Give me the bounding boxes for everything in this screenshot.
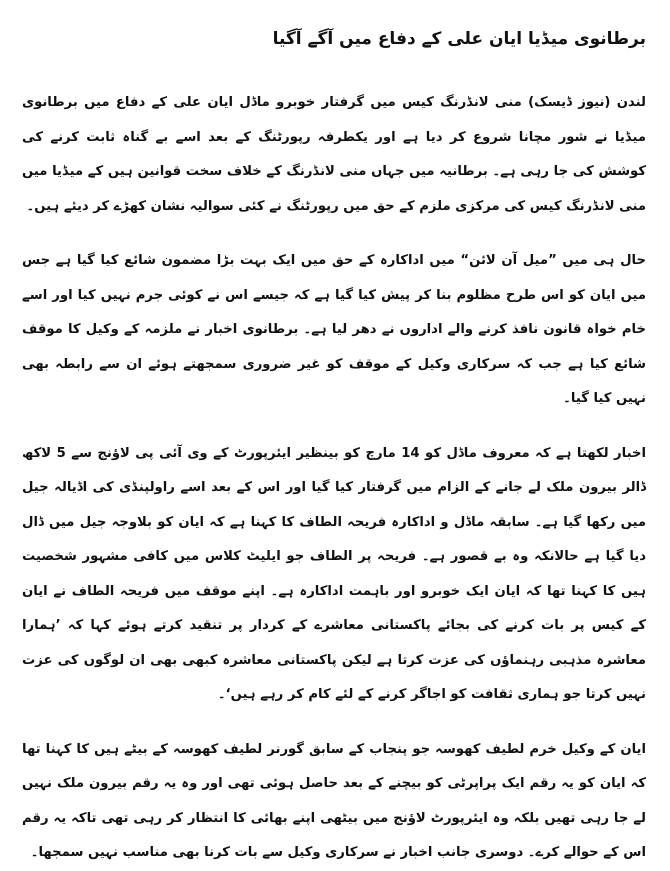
article-paragraph-4: ایان کے وکیل خرم لطیف کھوسہ جو پنجاب کے سابق گورنر لطیف کھوسہ کے بیٹے ہیں کا کہنا تھا کہ ایان کو یہ رقم ایک پراپرٹی کو بیچنے کے بعد حاصل ہوئی تھی اور وہ یہ رقم بیرون ملک نہیں لے جا رہی تھیں بلکہ وہ ایئرپورٹ لاؤنج میں بیٹھی اپنے بھائی کا انتظار کر رہی تھی تاکہ یہ رقم اس کے حوالے کرے۔ دوسری جانب اخبار نے سرکاری وکیل سے بات کرنا بھی مناسب نہیں سمجھا۔	[22, 741, 646, 860]
article-paragraph-2: حال ہی میں ”میل آن لائن“ میں اداکارہ کے حق میں ایک بہت بڑا مضمون شائع کیا گیا ہے جس میں ایان کو اس طرح مظلوم بنا کر پیش کیا گیا ہے کہ جیسے اس نے کوئی جرم نہیں کیا اور اسے خام خواہ قانون نافذ کرنے والے اداروں نے دھر لیا ہے۔ برطانوی اخبار نے ملزمہ کے وکیل کا موقف شائع کیا ہے جب کہ سرکاری وکیل کے موقف کو غیر ضروری سمجھتے ہوئے ان سے رابطہ بھی نہیں کیا گیا۔	[22, 253, 646, 406]
article-paragraph-1: لندن (نیوز ڈیسک) منی لانڈرنگ کیس میں گرفتار خوبرو ماڈل ایان علی کے دفاع میں برطانوی میڈیا نے شور مچانا شروع کر دیا ہے اور یکطرفہ رپورٹنگ کے بعد اسے بے گناہ ثابت کرنے کی کوشش کی جا رہی ہے۔ برطانیہ میں جہاں منی لانڈرنگ کے خلاف سخت قوانین ہیں کے میڈیا میں منی لانڈرنگ کیس کی مرکزی ملزم کے حق میں رپورٹنگ نے کئی سوالیہ نشان کھڑے کر دیئے ہیں۔	[22, 95, 646, 214]
article-headline: برطانوی میڈیا ایان علی کے دفاع میں آگے آگیا	[272, 29, 646, 49]
article-paragraph-3: اخبار لکھتا ہے کہ معروف ماڈل کو 14 مارچ کو بینظیر ایئرپورٹ کے وی آئی پی لاؤنج سے 5 لاکھ ڈالر بیرون ملک لے جانے کے الزام میں گرفتار کیا گیا اور اس کے بعد اسے راولپنڈی کی اڈیالہ جیل میں رکھا گیا ہے۔ سابقہ ماڈل و اداکارہ فریحہ الطاف کا کہنا ہے کہ ایان کو بلاوجہ جیل میں ڈال دیا گیا ہے حالانکہ وہ بے قصور ہے۔ فریحہ پر الطاف جو ایلیٹ کلاس میں کافی مشہور شخصیت ہیں کا کہنا تھا کہ ایان ایک خوبرو اور باہمت اداکارہ ہے۔ اپنے موقف میں فریحہ الطاف نے ایان کے کیس پر بات کرنے کی بجائے پاکستانی معاشرے کے کردار پر تنقید کرتے ہوئے کہا کہ ’ہمارا معاشرہ مذہبی رہنماؤں کی عزت کرتا ہے لیکن پاکستانی معاشرہ کبھی بھی ان لوگوں کی عزت نہیں کرتا جو ہماری ثقافت کو اجاگر کرنے کے لئے کام کر رہے ہیں‘۔	[22, 445, 646, 702]
